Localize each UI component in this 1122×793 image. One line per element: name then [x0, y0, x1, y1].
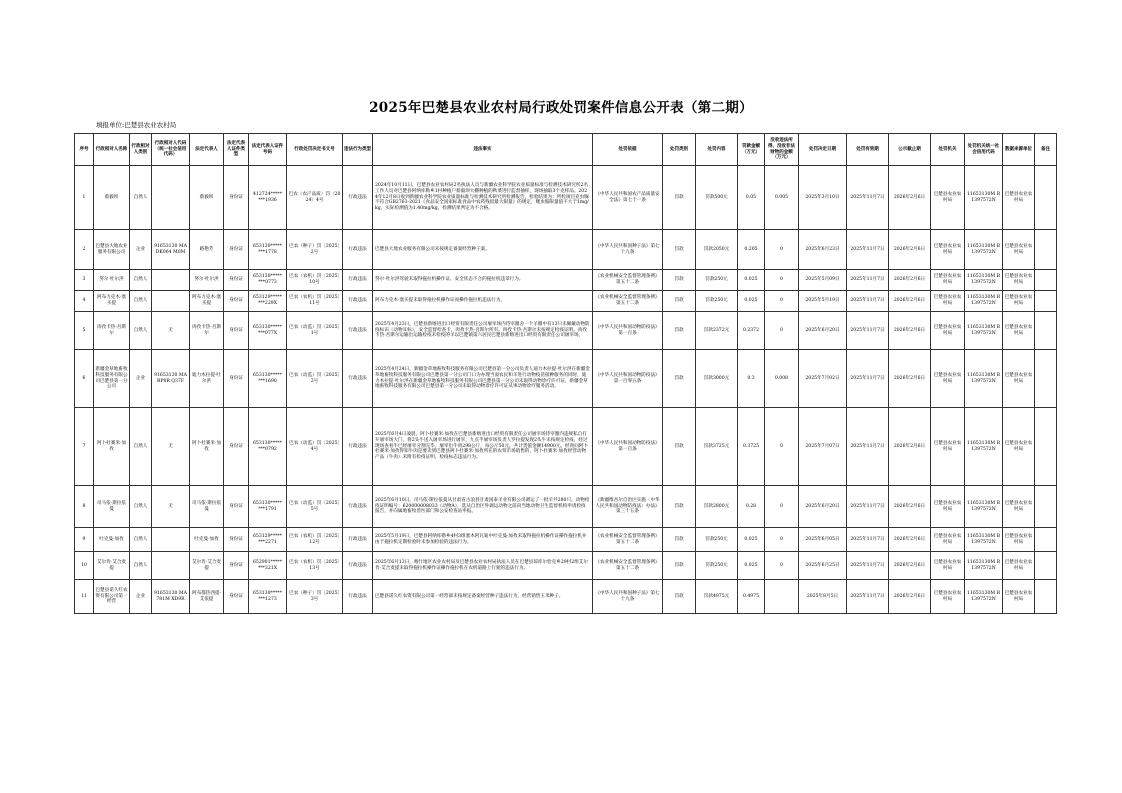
valid-until: 2025年11月7日	[847, 552, 889, 580]
violation-fact: 2025年5月19日，巴楚县阿纳库勒乡4村3组塞木阿瓦迪中吐克曼·加孜未取得拖拉机操作证操作拖拉机并由于拖拉机定期检验时未参加检验的违法行为。	[373, 528, 593, 552]
party-type: 企业	[130, 350, 152, 408]
legal-rep: 路艳芳	[190, 230, 224, 270]
col-header: 备注	[1035, 134, 1057, 166]
decision-date: 2025年7月07日	[799, 408, 847, 486]
authority-credit-code: 11653130M B1397572N	[965, 166, 1003, 230]
id-type: 身份证	[224, 528, 249, 552]
penalty-category: 罚款	[663, 528, 696, 552]
decision-date: 2025年5月19日	[799, 291, 847, 312]
violation-type: 行政违法	[343, 580, 373, 614]
row-number: 10	[75, 552, 94, 580]
id-number: 653130***** ***0773	[249, 270, 287, 291]
party-type: 自然人	[130, 166, 152, 230]
data-source: 巴楚县农业农村局	[1003, 270, 1035, 291]
violation-type: 行政违法	[343, 408, 373, 486]
valid-until: 2025年11月7日	[847, 270, 889, 291]
party-credit-code	[152, 528, 190, 552]
col-header: 序号	[75, 134, 94, 166]
id-number: 653130***** ***1273	[249, 580, 287, 614]
page-title: 2025年巴楚县农业农村局行政处罚案件信息公开表（第二期）	[369, 100, 753, 116]
decision-date: 2025年6月20日	[799, 486, 847, 528]
party-credit-code: 91653130 MADK064 M0M	[152, 230, 190, 270]
valid-until: 2025年11月7日	[847, 580, 889, 614]
party-name: 吐克曼·加孜	[94, 528, 130, 552]
confiscation-amount: 0	[765, 291, 799, 312]
decision-date: 2025年8月5日	[799, 580, 847, 614]
decision-doc-no: 巴农（农机）罚〔2025〕12号	[287, 528, 343, 552]
table-row	[75, 580, 1057, 614]
penalty-category: 罚款	[663, 270, 696, 291]
id-number: 653130***** ***1778	[249, 230, 287, 270]
valid-until: 2025年11月7日	[847, 408, 889, 486]
party-credit-code	[152, 552, 190, 580]
penalty-category: 罚款	[663, 166, 696, 230]
decision-date: 2025年6月05日	[799, 528, 847, 552]
penalty-basis: 《中华人民共和国种子法》第七十九条	[593, 580, 663, 614]
violation-type: 行政违法	[343, 528, 373, 552]
remark	[1035, 486, 1057, 528]
col-header: 公示截止期	[889, 134, 931, 166]
id-number: 653130***** ***1690	[249, 350, 287, 408]
row-number: 9	[75, 528, 94, 552]
legal-rep: 艾尔肯·艾合麦提	[190, 552, 224, 580]
party-type: 自然人	[130, 408, 152, 486]
authority-credit-code: 11653130M B1397572N	[965, 312, 1003, 350]
penalty-authority: 巴楚县农业农村局	[931, 166, 965, 230]
penalty-content: 罚款250元	[696, 552, 738, 580]
violation-fact: 巴楚县诺久红农资有限公司第一经营部未按规定备案经营种子违法行为，经营销售玉米种子。	[373, 580, 593, 614]
penalty-authority: 巴楚县农业农村局	[931, 350, 965, 408]
decision-date: 2025年7月02日	[799, 350, 847, 408]
publish-deadline: 2026年2月6日	[889, 291, 931, 312]
id-number: 652901***** ***321X	[249, 552, 287, 580]
legal-rep: 努尔·吐尔洪	[190, 270, 224, 291]
decision-date: 2025年6月20日	[799, 312, 847, 350]
publish-deadline: 2026年2月6日	[889, 350, 931, 408]
table-row	[75, 230, 1057, 270]
valid-until: 2025年11月7日	[847, 486, 889, 528]
penalty-content: 罚款250元	[696, 291, 738, 312]
penalty-basis: 《农业机械安全监督管理条例》第五十二条	[593, 291, 663, 312]
party-name: 艾尔肯·艾合麦提	[94, 552, 130, 580]
party-type: 自然人	[130, 312, 152, 350]
row-number: 7	[75, 408, 94, 486]
data-source: 巴楚县农业农村局	[1003, 291, 1035, 312]
party-type: 自然人	[130, 552, 152, 580]
publish-deadline: 2026年2月6日	[889, 312, 931, 350]
data-source: 巴楚县农业农村局	[1003, 552, 1035, 580]
penalty-authority: 巴楚县农业农村局	[931, 408, 965, 486]
publish-deadline: 2026年2月6日	[889, 528, 931, 552]
violation-type: 行政违法	[343, 166, 373, 230]
party-name: 阿卜杜赛米·加孜	[94, 408, 130, 486]
penalty-content: 罚款250元	[696, 270, 738, 291]
penalty-table	[74, 133, 1057, 614]
confiscation-amount: 0	[765, 486, 799, 528]
violation-type: 行政违法	[343, 312, 373, 350]
violation-type: 行政违法	[343, 291, 373, 312]
col-header: 违法行为类型	[343, 134, 373, 166]
data-source: 巴楚县农业农村局	[1003, 230, 1035, 270]
remark	[1035, 552, 1057, 580]
violation-fact: 2025年6月4日凌晨，阿卜杜赛米·加孜在巴楚县新喀进出口经贸有限责任公司屠宰场待宰圈内违规私自打开屠宰场大门，将2头牛送入屠宰场进行屠宰，九点半屠宰场负责人罗拉提发现2头牛未按规定检疫，经过现场查看牛已经屠宰分割完毕。屠宰出牛肉298公斤，每公斤50元，共计货值金额14900元。经询问阿卜杜赛米·加孜得知牛肉是要卖到巴楚县阿卜杜赛米·加孜所在的农贸市场销售的，阿卜杜赛米·加孜经营动物产品（牛肉）未附有检疫证明、检疫标志违法行为。	[373, 408, 593, 486]
publish-deadline: 2026年2月6日	[889, 580, 931, 614]
legal-rep: 阿卜杜赛米·加孜	[190, 408, 224, 486]
legal-rep: 蔡毅坝	[190, 166, 224, 230]
violation-type: 行政违法	[343, 350, 373, 408]
penalty-content: 罚款2050元	[696, 230, 738, 270]
violation-type: 行政违法	[343, 270, 373, 291]
table-row	[75, 291, 1057, 312]
decision-doc-no: 巴农（动监）罚〔2025〕4号	[287, 408, 343, 486]
authority-credit-code: 11653130M B1397572N	[965, 486, 1003, 528]
violation-type: 行政违法	[343, 230, 373, 270]
violation-fact: 阿布力克木·塞买提未取得拖拉机操作证而操作拖拉机违法行为。	[373, 291, 593, 312]
penalty-basis: 《新疆维吾尔自治区实施〈中华人民共和国动物防疫法〉办法》第三十五条	[593, 486, 663, 528]
party-name: 新疆金草地畜牧科技服务有限公司巴楚县第一分公司	[94, 350, 130, 408]
fine-amount: 0.3725	[738, 408, 765, 486]
decision-doc-no: 巴农（农机）罚〔2025〕13号	[287, 552, 343, 580]
remark	[1035, 166, 1057, 230]
id-type: 身份证	[224, 350, 249, 408]
penalty-category: 罚款	[663, 291, 696, 312]
confiscation-amount: 0	[765, 230, 799, 270]
legal-rep: 吐克曼·加孜	[190, 528, 224, 552]
penalty-authority: 巴楚县农业农村局	[931, 528, 965, 552]
penalty-basis: 《中华人民共和国动物防疫法》第一百零五条	[593, 350, 663, 408]
publish-deadline: 2026年2月6日	[889, 270, 931, 291]
penalty-category: 罚款	[663, 230, 696, 270]
decision-date: 2025年5月09日	[799, 270, 847, 291]
row-number: 4	[75, 291, 94, 312]
penalty-content: 罚款3000元	[696, 350, 738, 408]
col-header: 没收违法所得、没收非法财物的金额（万元）	[765, 134, 799, 166]
violation-fact: 巴楚县大地农业服务有限公司未按规定备案经营种子案。	[373, 230, 593, 270]
confiscation-amount: 0.008	[765, 350, 799, 408]
fine-amount: 0.025	[738, 291, 765, 312]
violation-fact: 2025年4月23日，巴楚县新喀进出口经贸有限责任公司屠宰场内待宰圈舍一个羊圈中有13只未佩戴动物防疫标识（动物耳标），安全监督检查卡，肉孜卡热·吾斯尔所有。肉孜卡热·吾斯尔未按规定检疫证明。肉孜卡热·吾斯尔运输出运输检疫未检疫的羊以巴楚镇第六居民巴楚县新喀进出口经贸有限责任公司屠宰场。	[373, 312, 593, 350]
party-type: 企业	[130, 580, 152, 614]
penalty-basis: 《中华人民共和国动物防疫法》第一百条	[593, 408, 663, 486]
confiscation-amount: 0	[765, 270, 799, 291]
confiscation-amount: 0	[765, 312, 799, 350]
authority-credit-code: 11653130M B1397572N	[965, 230, 1003, 270]
legal-rep: 司马依·斯拉依曼	[190, 486, 224, 528]
id-number: 653130***** ***077X	[249, 312, 287, 350]
confiscation-amount: 0.005	[765, 166, 799, 230]
penalty-category: 罚款	[663, 408, 696, 486]
confiscation-amount: 0	[765, 552, 799, 580]
decision-doc-no: 巴农（动监）罚〔2025〕1号	[287, 312, 343, 350]
party-credit-code: 无	[152, 408, 190, 486]
penalty-authority: 巴楚县农业农村局	[931, 312, 965, 350]
publish-deadline: 2026年2月6日	[889, 230, 931, 270]
col-header: 处罚机关统一社会信用代码	[965, 134, 1003, 166]
penalty-content: 罚款4975元	[696, 580, 738, 614]
id-type: 身份证	[224, 486, 249, 528]
authority-credit-code: 11653130M B1397572N	[965, 408, 1003, 486]
remark	[1035, 528, 1057, 552]
party-type: 自然人	[130, 270, 152, 291]
penalty-authority: 巴楚县农业农村局	[931, 270, 965, 291]
table-row	[75, 312, 1057, 350]
data-source: 巴楚县农业农村局	[1003, 408, 1035, 486]
fine-amount: 0.2372	[738, 312, 765, 350]
publish-deadline: 2026年2月6日	[889, 552, 931, 580]
penalty-authority: 巴楚县农业农村局	[931, 486, 965, 528]
data-source: 巴楚县农业农村局	[1003, 166, 1035, 230]
col-header: 行政处罚决定书文号	[287, 134, 343, 166]
col-header: 罚款金额（万元）	[738, 134, 765, 166]
id-type: 身份证	[224, 166, 249, 230]
col-header: 违法事实	[373, 134, 593, 166]
publish-deadline: 2026年2月6日	[889, 486, 931, 528]
fine-amount: 0.4975	[738, 580, 765, 614]
authority-credit-code: 11653130M B1397572N	[965, 580, 1003, 614]
penalty-category: 罚款	[663, 350, 696, 408]
col-header: 行政相对人类别	[130, 134, 152, 166]
fine-amount: 0.025	[738, 270, 765, 291]
violation-fact: 努尔·吐尔洪驾驶未取得拖拉机操作证、安全状态不合的拖拉机违章行为。	[373, 270, 593, 291]
penalty-content: 罚款3725元	[696, 408, 738, 486]
remark	[1035, 350, 1057, 408]
row-number: 3	[75, 270, 94, 291]
col-header: 法定代表人	[190, 134, 224, 166]
remark	[1035, 580, 1057, 614]
legal-rep: 肉孜卡热·吾斯尔	[190, 312, 224, 350]
party-name: 蔡毅坝	[94, 166, 130, 230]
col-header: 行政相对人代码（统一社会信用代码）	[152, 134, 190, 166]
col-header: 法定代表人证件号码	[249, 134, 287, 166]
data-source: 巴楚县农业农村局	[1003, 580, 1035, 614]
valid-until: 2025年11月7日	[847, 166, 889, 230]
confiscation-amount	[765, 580, 799, 614]
authority-credit-code: 11653130M B1397572N	[965, 291, 1003, 312]
row-number: 5	[75, 312, 94, 350]
party-credit-code	[152, 291, 190, 312]
id-number: 653129***** ***229X	[249, 291, 287, 312]
penalty-basis: 《农业机械安全监督管理条例》第五十二条	[593, 552, 663, 580]
legal-rep: 阿布力克木·塞买提	[190, 291, 224, 312]
party-credit-code: 无	[152, 486, 190, 528]
col-header: 处罚决定日期	[799, 134, 847, 166]
table-row	[75, 166, 1057, 230]
penalty-category: 罚款	[663, 552, 696, 580]
data-source: 巴楚县农业农村局	[1003, 350, 1035, 408]
id-type: 身份证	[224, 230, 249, 270]
penalty-category: 罚款	[663, 580, 696, 614]
authority-credit-code: 11653130M B1397572N	[965, 350, 1003, 408]
row-number: 6	[75, 350, 94, 408]
party-name: 阿布力克木·塞买提	[94, 291, 130, 312]
valid-until: 2025年11月7日	[847, 528, 889, 552]
remark	[1035, 291, 1057, 312]
table-row	[75, 552, 1057, 580]
violation-fact: 2025年4月24日，新疆金草地畜牧科技服务有限公司巴楚县第一分公司负责人迪力木拉提·吐尔洪在新疆金草地畜牧科技服务有限公司巴楚县第一分公司门口为办理当面农民和羊进行动物疫苗接种服务的同时，迪力木拉提·吐尔洪在新疆金草地畜牧科技服务有限公司巴楚县第一分公司未取得动物诊疗许可证，新疆金草地畜牧科技服务有限公司巴楚县第一分公司未取得动物诊疗许可证从事动物诊疗服务活动。	[373, 350, 593, 408]
legal-rep: 迪力木拉提·吐尔洪	[190, 350, 224, 408]
id-number: 653130***** ***1791	[249, 486, 287, 528]
fine-amount: 0.3	[738, 350, 765, 408]
id-type: 身份证	[224, 291, 249, 312]
decision-doc-no: 巴农（种子）罚〔2025〕2号	[287, 230, 343, 270]
party-name: 巴楚县诺久红农资有限公司第一经营	[94, 580, 130, 614]
legal-rep: 阿布都热西提·艾依提	[190, 580, 224, 614]
party-credit-code	[152, 270, 190, 291]
col-header: 法定代表人证件类型	[224, 134, 249, 166]
remark	[1035, 230, 1057, 270]
row-number: 8	[75, 486, 94, 528]
id-type: 身份证	[224, 312, 249, 350]
penalty-basis: 《农业机械安全监督管理条例》第五十二条	[593, 528, 663, 552]
penalty-content: 罚款250元	[696, 528, 738, 552]
penalty-authority: 巴楚县农业农村局	[931, 580, 965, 614]
table-row	[75, 528, 1057, 552]
fine-amount: 0.205	[738, 230, 765, 270]
valid-until: 2025年11月7日	[847, 350, 889, 408]
penalty-basis: 《中华人民共和国种子法》第七十九条	[593, 230, 663, 270]
decision-doc-no: 巴农（农机）罚〔2025〕11号	[287, 291, 343, 312]
valid-until: 2025年11月7日	[847, 312, 889, 350]
remark	[1035, 312, 1057, 350]
party-name: 肉孜卡热·吾斯尔	[94, 312, 130, 350]
row-number: 2	[75, 230, 94, 270]
table-row	[75, 270, 1057, 291]
decision-doc-no: 巴农（动监）罚〔2025〕2号	[287, 350, 343, 408]
decision-doc-no: 巴农（农产品质）罚〔2024〕4号	[287, 166, 343, 230]
penalty-category: 罚款	[663, 312, 696, 350]
confiscation-amount: 0	[765, 528, 799, 552]
col-header: 数据来源单位	[1003, 134, 1035, 166]
decision-doc-no: 巴农（动监）罚〔2025〕5号	[287, 486, 343, 528]
valid-until: 2025年11月7日	[847, 230, 889, 270]
penalty-content: 罚款2800元	[696, 486, 738, 528]
table-row	[75, 408, 1057, 486]
header-row	[75, 134, 1057, 166]
penalty-basis: 《中华人民共和国动物防疫法》第一百条	[593, 312, 663, 350]
id-number: 653129***** ***2271	[249, 528, 287, 552]
publish-deadline: 2026年2月6日	[889, 166, 931, 230]
penalty-authority: 巴楚县农业农村局	[931, 291, 965, 312]
authority-credit-code: 11653130M B1397572N	[965, 528, 1003, 552]
publish-deadline: 2026年2月6日	[889, 408, 931, 486]
confiscation-amount: 0	[765, 408, 799, 486]
party-name: 努尔·吐尔洪	[94, 270, 130, 291]
data-source: 巴楚县农业农村局	[1003, 486, 1035, 528]
col-header: 行政相对人名称	[94, 134, 130, 166]
party-credit-code	[152, 166, 190, 230]
violation-fact: 2025年6月10日，司马依·斯拉依曼从甘肃省古浪县甘肃国泰羊业有限公司调运了一批羊共280只，动物检疫证明编号：620000008033（动物A），选从自治区外调运动物之前向当地动物卫生监督机构申请检疫报告，并向属地畜牧兽医部门和公安检查站申报。	[373, 486, 593, 528]
fine-amount: 0.28	[738, 486, 765, 528]
authority-credit-code: 11653130M B1397572N	[965, 270, 1003, 291]
penalty-authority: 巴楚县农业农村局	[931, 552, 965, 580]
col-header: 处罚有效期	[847, 134, 889, 166]
party-credit-code: 无	[152, 312, 190, 350]
fine-amount: 0.025	[738, 528, 765, 552]
decision-date: 2025年3月10日	[799, 166, 847, 230]
decision-date: 2025年6月23日	[799, 230, 847, 270]
party-name: 司马依·斯拉依曼	[94, 486, 130, 528]
id-type: 身份证	[224, 270, 249, 291]
col-header: 处罚类别	[663, 134, 696, 166]
penalty-category: 罚款	[663, 486, 696, 528]
party-type: 自然人	[130, 528, 152, 552]
id-number: 412724***** ***1936	[249, 166, 287, 230]
penalty-content: 罚款2372元	[696, 312, 738, 350]
id-type: 身份证	[224, 552, 249, 580]
data-source: 巴楚县农业农村局	[1003, 312, 1035, 350]
id-type: 身份证	[224, 580, 249, 614]
remark	[1035, 408, 1057, 486]
decision-doc-no: 巴农（农机）罚〔2025〕10号	[287, 270, 343, 291]
party-type: 自然人	[130, 486, 152, 528]
row-number: 11	[75, 580, 94, 614]
decision-doc-no: 巴农（种子）罚〔2025〕3号	[287, 580, 343, 614]
table-row	[75, 486, 1057, 528]
remark	[1035, 270, 1057, 291]
penalty-basis: 《农业机械安全监督管理条例》第五十二条	[593, 270, 663, 291]
violation-fact: 2024年10月11日，巴楚县农业农村局2名执法人员与新疆农业科学院农业质量标准与检测技术研究所2名工作人员对巴楚县阿纳库勒乡1村种植户蔡毅坝大棚种植的秋菜进行监督抽样，现场抽取3个克样品。2024年12月8日收到新疆农业科学院农业质量标准与检测技术研究所检测报告，检验结果为：所检项目克虫脲不符合GB2763-2021《食品安全国家标准食品中农药残留最大限量》的规定，噻虫胺限量值不大于1mg/kg，实际检测值为1.40mg/kg，检测结果判定为不合格。	[373, 166, 593, 230]
data-source: 巴楚县农业农村局	[1003, 528, 1035, 552]
party-credit-code: 91653130 MABP8R Q37F	[152, 350, 190, 408]
col-header: 处罚机关	[931, 134, 965, 166]
valid-until: 2025年11月7日	[847, 291, 889, 312]
party-name: 巴楚县大地农业服务有限公司	[94, 230, 130, 270]
filing-unit: 填报单位:巴楚县农业农村局	[96, 121, 177, 129]
fine-amount: 0.05	[738, 166, 765, 230]
violation-type: 行政违法	[343, 486, 373, 528]
violation-fact: 2025年6月13日，喀什地区农业农村局及巴楚县农业农村局执法人员在巴楚县琼库尔恰克乡29村2组艾尔肯·艾合麦提未取得拖拉机操作证操作拖拉机在农机道路上行驶的违法行为。	[373, 552, 593, 580]
decision-date: 2025年6月25日	[799, 552, 847, 580]
table-row	[75, 350, 1057, 408]
id-number: 653130***** ***0792	[249, 408, 287, 486]
authority-credit-code: 11653130M B1397572N	[965, 552, 1003, 580]
penalty-content: 罚款500元	[696, 166, 738, 230]
penalty-authority: 巴楚县农业农村局	[931, 230, 965, 270]
row-number: 1	[75, 166, 94, 230]
violation-type: 行政违法	[343, 552, 373, 580]
col-header: 处罚依据	[593, 134, 663, 166]
id-type: 身份证	[224, 408, 249, 486]
fine-amount: 0.025	[738, 552, 765, 580]
col-header: 处罚内容	[696, 134, 738, 166]
penalty-basis: 《中华人民共和国农产品质量安全法》第七十一条	[593, 166, 663, 230]
party-type: 自然人	[130, 291, 152, 312]
party-type: 企业	[130, 230, 152, 270]
party-credit-code: 91653130 MA781M XD9R	[152, 580, 190, 614]
